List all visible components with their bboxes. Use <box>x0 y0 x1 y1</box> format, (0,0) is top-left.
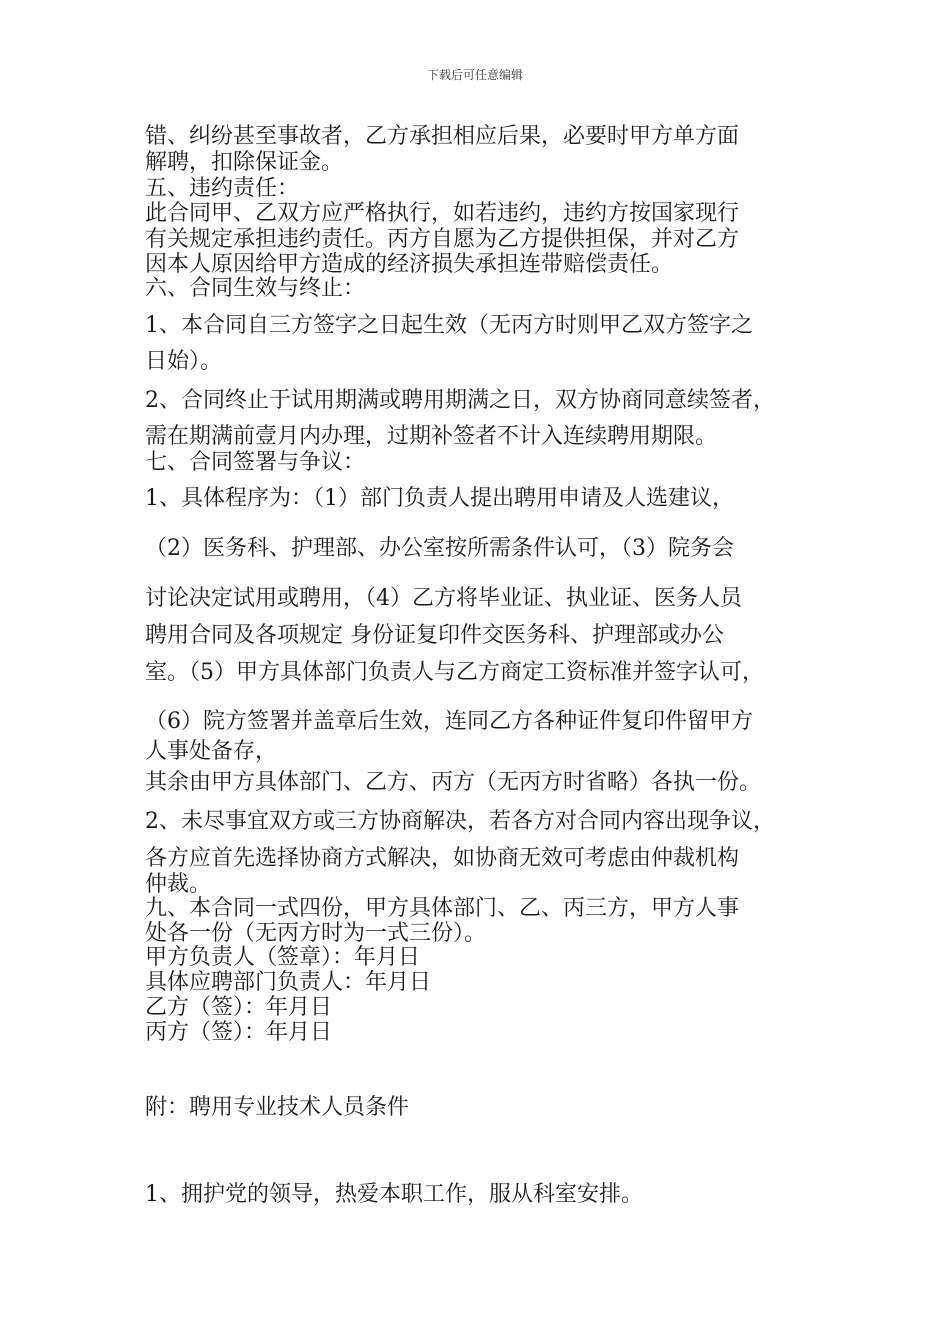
text-line: 需在期满前壹月内办理，过期补签者不计入连续聘用期限。 <box>145 424 718 449</box>
text-line: 仲裁。 <box>145 872 212 897</box>
text-line: 其余由甲方具体部门、乙方、丙方（无丙方时省略）各执一份。 <box>145 770 762 795</box>
text-line: 2、合同终止于试用期满或聘用期满之日，双方协商同意续签者， <box>145 388 775 413</box>
text-line: 讨论决定试用或聘用，（4）乙方将毕业证、执业证、医务人员 <box>145 586 742 611</box>
text-line: 解聘，扣除保证金。 <box>145 150 344 175</box>
text-line: 1、本合同自三方签字之日起生效（无丙方时则甲乙双方签字之 <box>145 313 753 338</box>
text-line: 日始）。 <box>145 349 223 374</box>
signature-line: 具体应聘部门负责人：年月日 <box>145 970 432 995</box>
text-line: 室。（5）甲方具体部门负责人与乙方商定工资标准并签字认可， <box>145 660 764 685</box>
header-note: 下载后可任意编辑 <box>426 68 523 82</box>
text-line: （2）医务科、护理部、办公室按所需条件认可，（3）院务会 <box>145 536 734 561</box>
text-line: 人事处备存， <box>145 739 278 764</box>
text-line: 此合同甲、乙双方应严格执行，如若违约，违约方按国家现行 <box>145 201 740 226</box>
signature-line: 甲方负责人（签章）：年月日 <box>145 945 421 970</box>
section-heading: 五、违约责任： <box>145 176 300 201</box>
text-line: 因本人原因给甲方造成的经济损失承担连带赔偿责任。 <box>145 252 674 277</box>
signature-line: 乙方（签）：年月日 <box>145 995 333 1020</box>
text-line: 有关规定承担违约责任。丙方自愿为乙方提供担保，并对乙方 <box>145 227 740 252</box>
text-line: 1、具体程序为：（1）部门负责人提出聘用申请及人选建议， <box>145 486 734 511</box>
text-line: 2、未尽事宜双方或三方协商解决，若各方对合同内容出现争议， <box>145 809 775 834</box>
text-line: （6）院方签署并盖章后生效，连同乙方各种证件复印件留甲方 <box>145 709 753 734</box>
text-line: 1、拥护党的领导，热爱本职工作，服从科室安排。 <box>145 1182 643 1207</box>
section-heading: 六、合同生效与终止： <box>145 276 366 301</box>
section-heading: 七、合同签署与争议： <box>145 450 366 475</box>
text-line: 处各一份（无丙方时为一式三份）。 <box>145 921 487 946</box>
appendix-title: 附：聘用专业技术人员条件 <box>145 1095 410 1120</box>
text-line: 九、本合同一式四份，甲方具体部门、乙、丙三方，甲方人事 <box>145 896 740 921</box>
text-line: 各方应首先选择协商方式解决，如协商无效可考虑由仲裁机构 <box>145 846 740 871</box>
text-line: 聘用合同及各项规定 身份证复印件交医务科、护理部或办公 <box>145 623 724 648</box>
text-line: 错、纠纷甚至事故者，乙方承担相应后果，必要时甲方单方面 <box>145 124 740 149</box>
signature-line: 丙方（签）：年月日 <box>145 1020 333 1045</box>
